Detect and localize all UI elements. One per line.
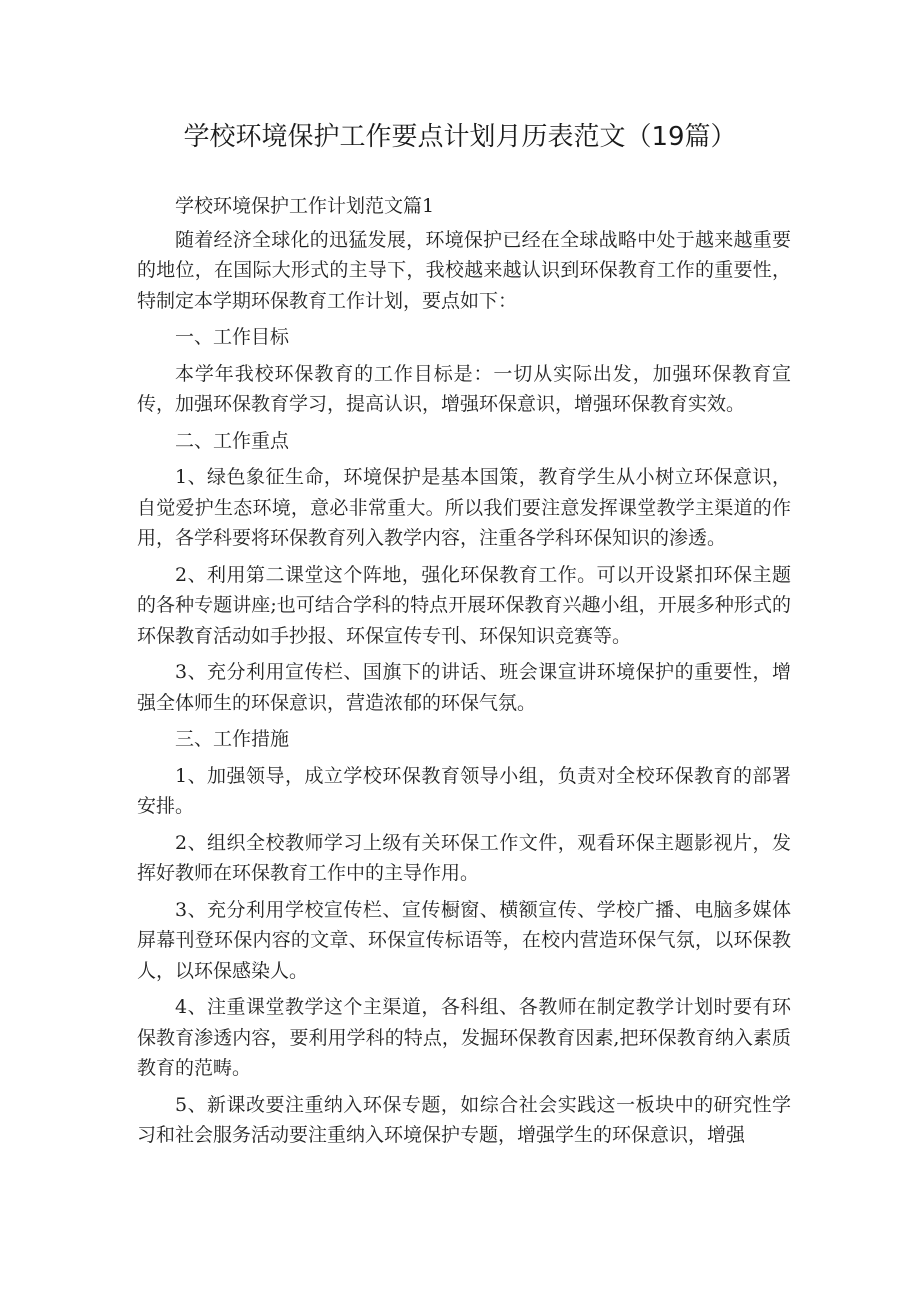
paragraph-intro: 随着经济全球化的迅猛发展，环境保护已经在全球战略中处于越来越重要的地位，在国际大形式的主导下，我校越来越认识到环保教育工作的重要性，特制定本学期环保教育工作计划，要点如下：: [137, 228, 791, 312]
paragraph-goals: 本学年我校环保教育的工作目标是：一切从实际出发，加强环保教育宣传，加强环保教育学习，提高认识，增强环保意识，增强环保教育实效。: [137, 362, 791, 415]
paragraph-focus-3: 3、充分利用宣传栏、国旗下的讲话、班会课宣讲环境保护的重要性，增强全体师生的环保意识，营造浓郁的环保气氛。: [137, 661, 791, 714]
heading-goals: 一、工作目标: [175, 326, 290, 348]
paragraph-measure-4: 4、注重课堂教学这个主渠道，各科组、各教师在制定教学计划时要有环保教育渗透内容，要利用学科的特点，发掘环保教育因素,把环保教育纳入素质教育的范畴。: [137, 996, 791, 1079]
paragraph-measure-3: 3、充分利用学校宣传栏、宣传橱窗、横额宣传、学校广播、电脑多媒体屏幕刊登环保内容的文章、环保宣传标语等，在校内营造环保气氛，以环保教人，以环保感染人。: [137, 898, 791, 982]
document-title: 学校环境保护工作要点计划月历表范文（19篇）: [183, 122, 737, 152]
heading-measures: 三、工作措施: [175, 728, 290, 750]
section-subtitle: 学校环境保护工作计划范文篇1: [175, 195, 435, 217]
paragraph-focus-1: 1、绿色象征生命，环境保护是基本国策，教育学生从小树立环保意识，自觉爱护生态环境，意必非常重大。所以我们要注意发挥课堂教学主渠道的作用，各学科要将环保教育列入教学内容，注重各学科环保知识的渗透。: [137, 466, 791, 549]
document-body: [137, 191, 791, 1151]
heading-focus: 二、工作重点: [175, 429, 290, 452]
paragraph-measure-5: 5、新课改要注重纳入环保专题，如综合社会实践这一板块中的研究性学习和社会服务活动要注重纳入环境保护专题，增强学生的环保意识，增强: [137, 1093, 791, 1146]
paragraph-focus-2: 2、利用第二课堂这个阵地，强化环保教育工作。可以开设紧扣环保主题的各种专题讲座;也可结合学科的特点开展环保教育兴趣小组，开展多种形式的环保教育活动如手抄报、环保宣传专刊、环保知识竞赛等。: [137, 563, 791, 647]
paragraph-measure-2: 2、组织全校教师学习上级有关环保工作文件，观看环保主题影视片，发挥好教师在环保教育工作中的主导作用。: [137, 831, 791, 884]
paragraph-measure-1: 1、加强领导，成立学校环保教育领导小组，负责对全校环保教育的部署安排。: [137, 764, 791, 817]
